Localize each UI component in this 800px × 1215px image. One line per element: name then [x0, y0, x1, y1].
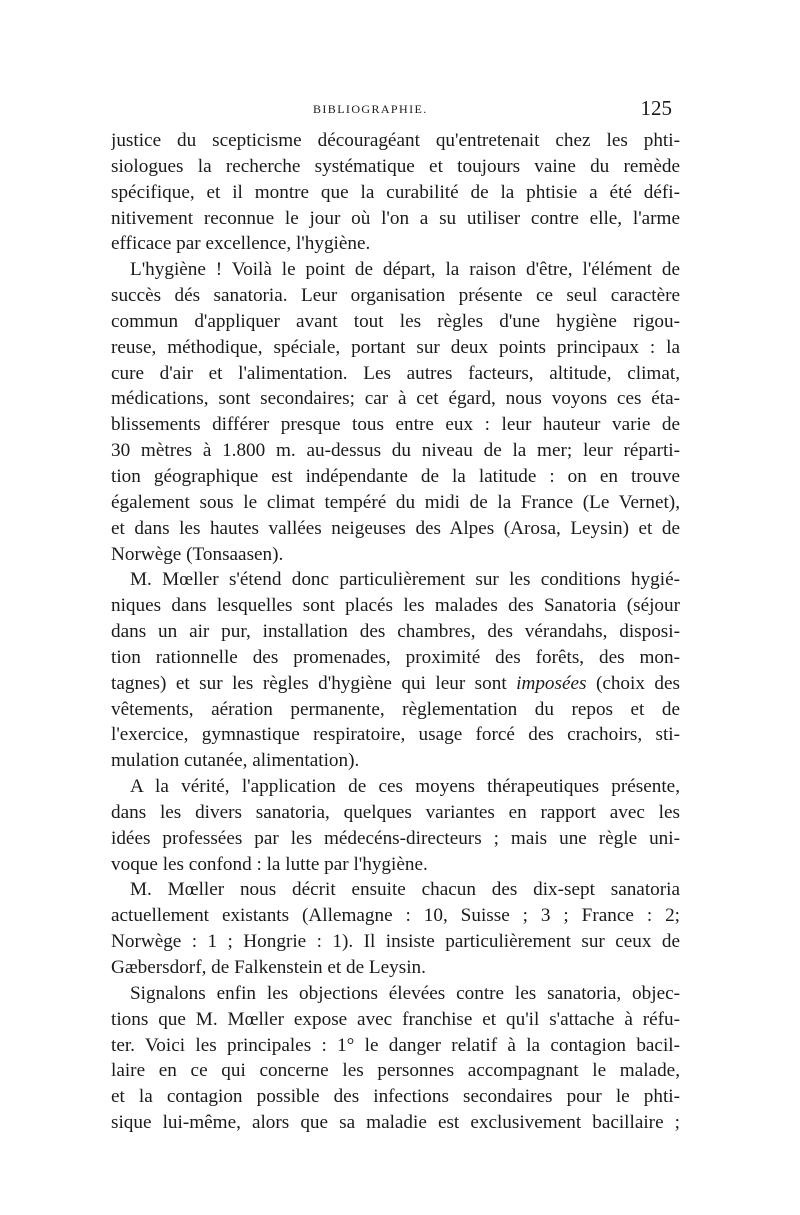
text-span: tagnes) et sur les règles d'hygiène qui leur sont: [111, 672, 507, 694]
text-line: dans les divers sanatoria, quelques variantes en rapport avec les: [111, 801, 680, 823]
text-line: blissements différer presque tous entre eux : leur hauteur varie de: [111, 414, 680, 436]
text-line: tions que M. Mœller expose avec franchise et qu'il s'attache à réfu-: [111, 1008, 680, 1030]
text-line: reuse, méthodique, spéciale, portant sur deux points principaux : la: [111, 336, 680, 358]
text-line: dans un air pur, installation des chambres, des vérandahs, disposi-: [111, 621, 680, 643]
italic-word: imposées: [516, 672, 587, 694]
text-line: M. Mœller s'étend donc particulièrement sur les conditions hygié-: [130, 569, 680, 591]
text-line: siologues la recherche systématique et toujours vaine du remède: [111, 155, 680, 177]
running-head: [111, 96, 676, 120]
text-span: (choix des: [595, 672, 680, 694]
text-line: succès dés sanatoria. Leur organisation présente ce seul caractère: [111, 285, 680, 307]
text-line: idées professées par les médecéns-directeurs ; mais une règle uni-: [111, 827, 680, 849]
text-line: efficace par excellence, l'hygiène.: [111, 233, 371, 255]
page-number: 125: [640, 96, 672, 120]
text-line: Gæbersdorf, de Falkenstein et de Leysin.: [111, 957, 426, 978]
text-line: 30 mètres à 1.800 m. au-dessus du niveau de la mer; leur réparti-: [111, 440, 680, 462]
running-title: BIBLIOGRAPHIE.: [313, 102, 428, 116]
text-line: nitivement reconnue le jour où l'on a su utiliser contre elle, l'arme: [111, 207, 680, 229]
text-line: et dans les hautes vallées neigeuses des Alpes (Arosa, Leysin) et de: [111, 517, 680, 539]
text-line: ter. Voici les principales : 1° le danger relatif à la contagion bacil-: [111, 1034, 680, 1056]
text-line: Signalons enfin les objections élevées contre les sanatoria, objec-: [130, 982, 680, 1004]
text-line: spécifique, et il montre que la curabilité de la phtisie a été défi-: [111, 181, 680, 203]
text-line: voque les confond : la lutte par l'hygiène.: [111, 853, 428, 875]
text-line: vêtements, aération permanente, règlementation du repos et de: [111, 698, 680, 720]
text-line: sique lui-même, alors que sa maladie est exclusivement bacillaire ;: [111, 1112, 680, 1134]
text-line: tion rationnelle des promenades, proximité des forêts, des mon-: [111, 646, 680, 668]
text-line: Norwège (Tonsaasen).: [111, 543, 284, 565]
text-line: mulation cutanée, alimentation).: [111, 750, 360, 772]
body-text: [111, 128, 680, 1136]
text-line: commun d'appliquer avant tout les règles d'une hygiène rigou-: [111, 310, 680, 332]
text-line: l'exercice, gymnastique respiratoire, usage forcé des crachoirs, sti-: [111, 724, 680, 746]
text-line-with-italic: [111, 671, 680, 697]
text-line: Norwège : 1 ; Hongrie : 1). Il insiste particulièrement sur ceux de: [111, 931, 680, 953]
text-line: médications, sont secondaires; car à cet égard, nous voyons ces éta-: [111, 388, 680, 410]
text-line: laire en ce qui concerne les personnes accompagnant le malade,: [111, 1060, 680, 1082]
text-line: également sous le climat tempéré du midi de la France (Le Vernet),: [111, 491, 680, 513]
text-line: tion géographique est indépendante de la latitude : on en trouve: [111, 465, 680, 487]
text-line: L'hygiène ! Voilà le point de départ, la raison d'être, l'élément de: [130, 259, 680, 281]
text-line: justice du scepticisme découragéant qu'entretenait chez les phti-: [111, 130, 680, 151]
text-line: M. Mœller nous décrit ensuite chacun des dix-sept sanatoria: [130, 879, 680, 901]
text-line: A la vérité, l'application de ces moyens thérapeutiques présente,: [130, 776, 680, 798]
text-line: actuellement existants (Allemagne : 10, Suisse ; 3 ; France : 2;: [111, 905, 680, 927]
text-line: niques dans lesquelles sont placés les malades des Sanatoria (séjour: [111, 595, 680, 617]
text-line: cure d'air et l'alimentation. Les autres facteurs, altitude, climat,: [111, 362, 680, 384]
text-line: et la contagion possible des infections secondaires pour le phti-: [111, 1086, 680, 1108]
